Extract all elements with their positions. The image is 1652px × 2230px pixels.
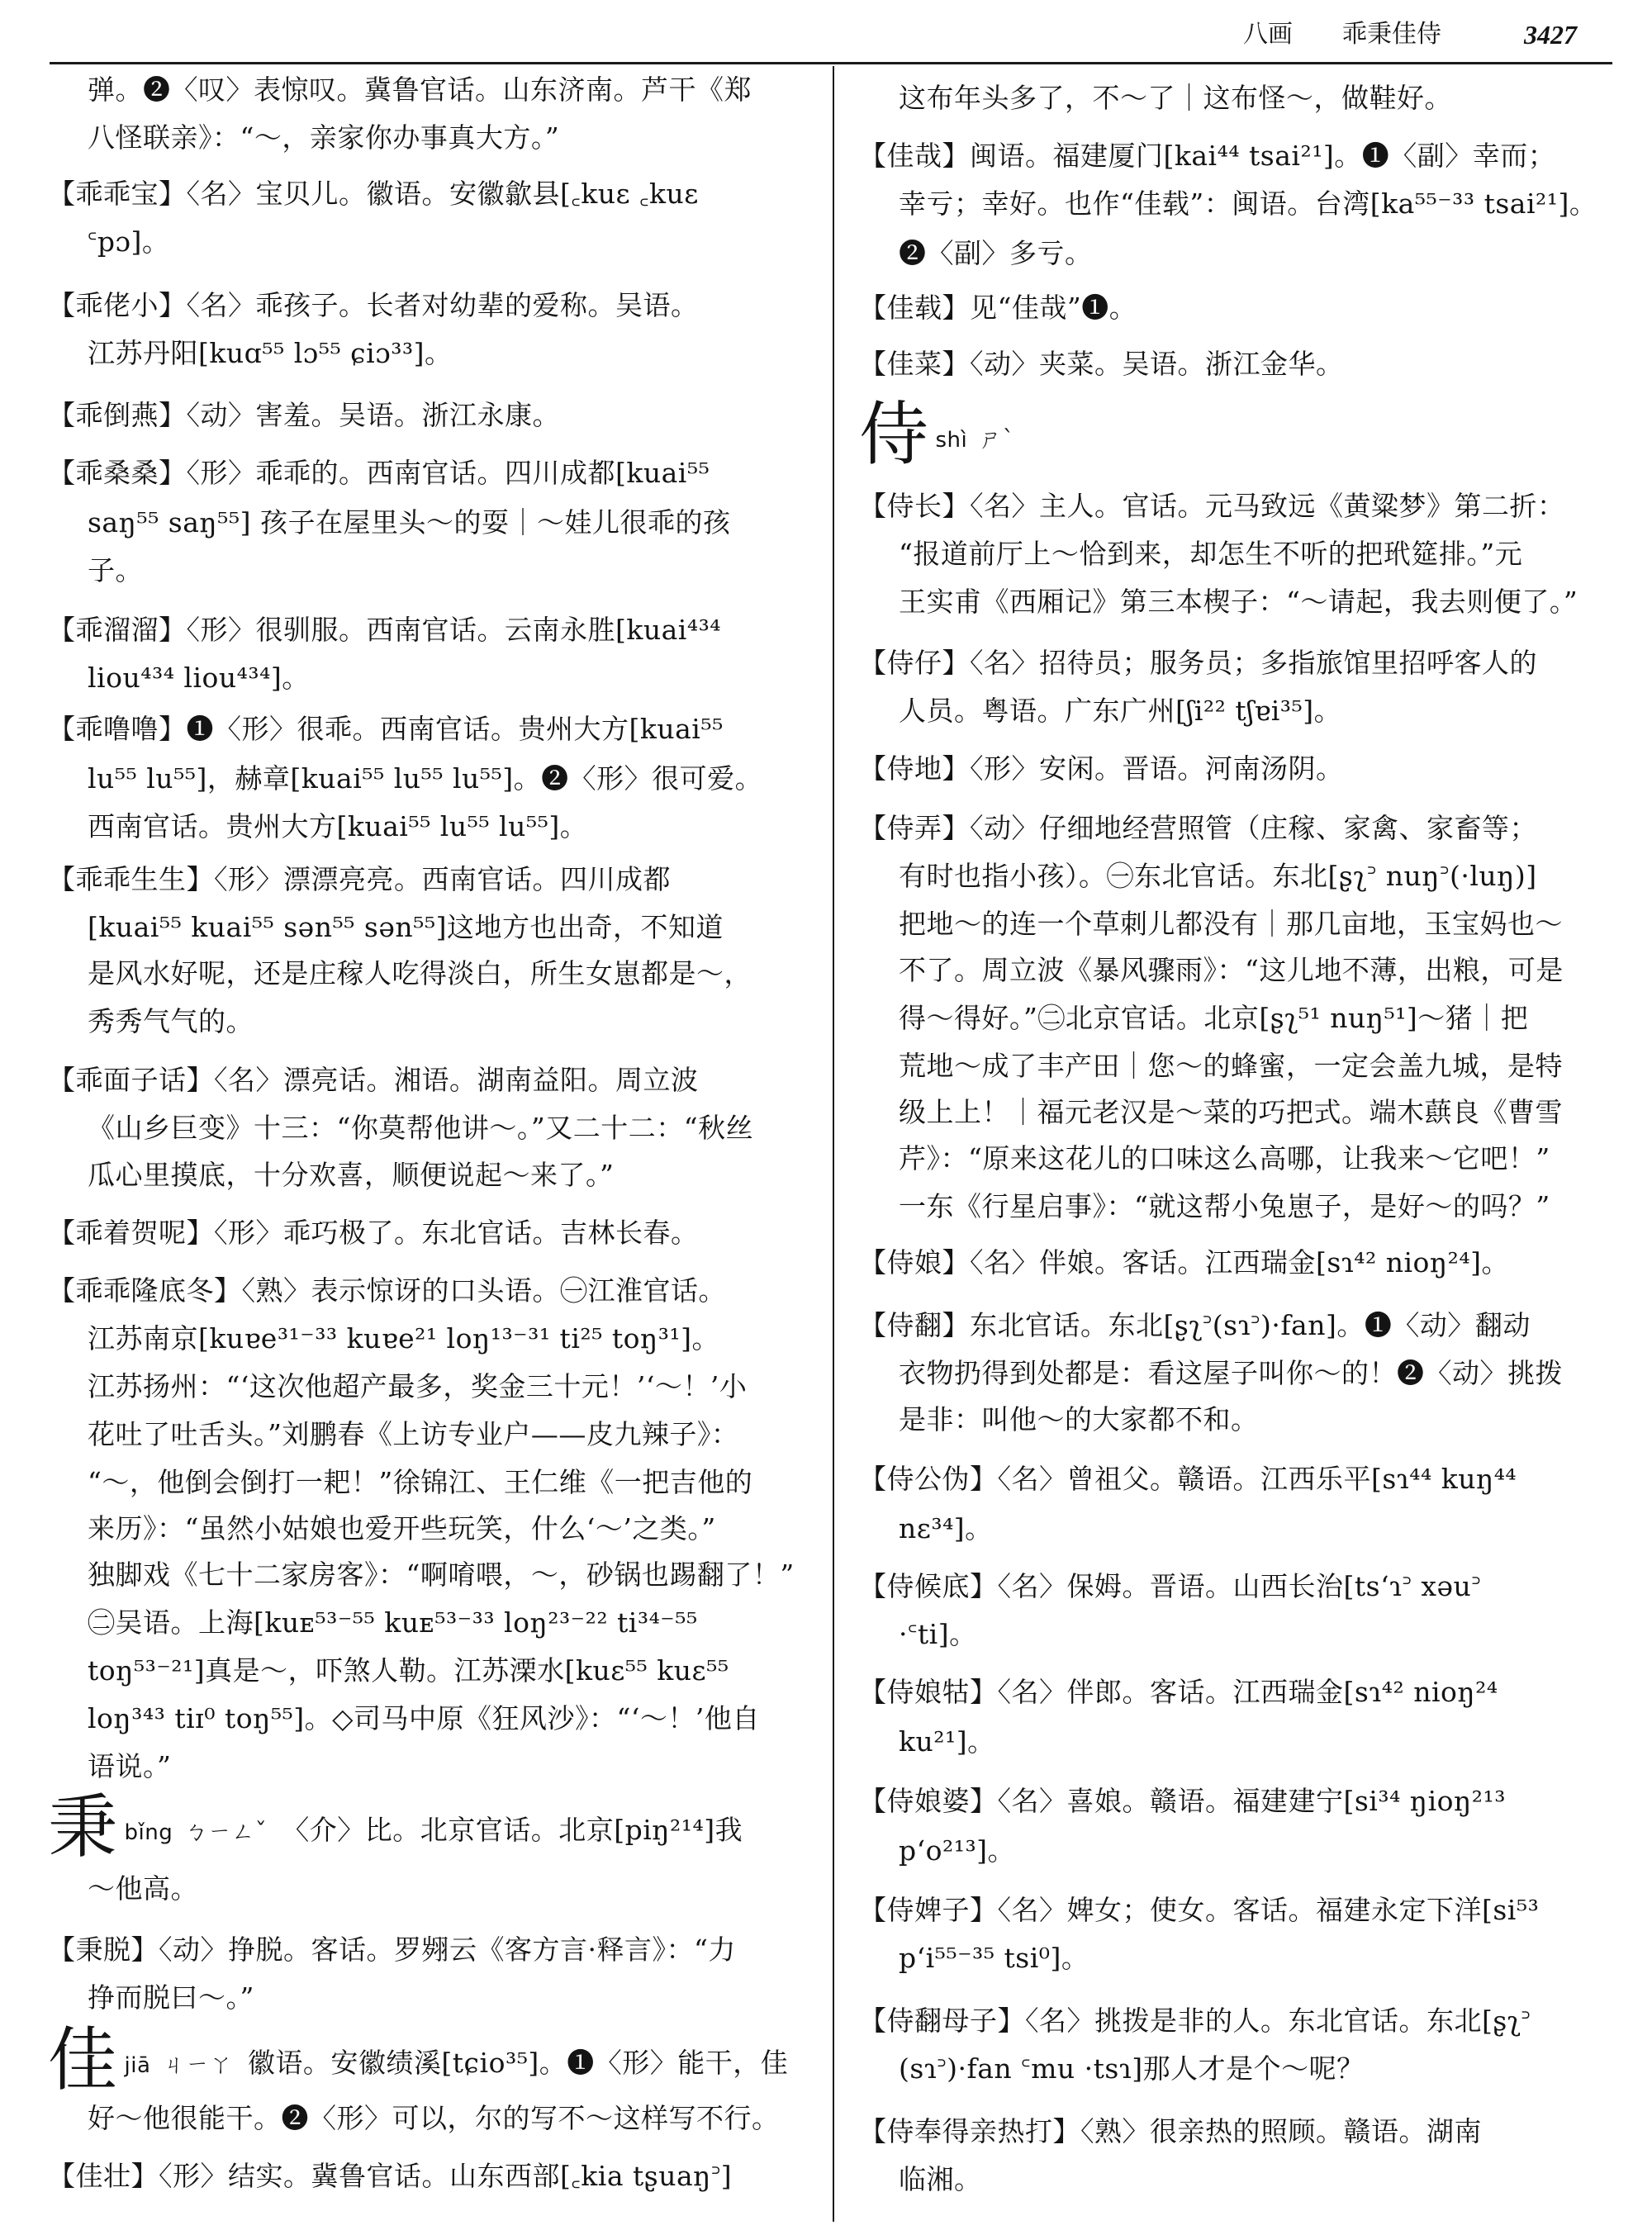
- entry-line: 这布年头多了，不～了｜这布怪～，做鞋好。: [899, 82, 1452, 114]
- entry-line: 八怪联亲》：“～，亲家你办事真大方。”: [88, 121, 560, 154]
- headword-pinyin: bǐng: [124, 1820, 173, 1845]
- headword-bing-line: [48, 1786, 743, 1872]
- entry-line: liou⁴³⁴ liou⁴³⁴]。: [88, 662, 310, 694]
- entry-line: 《山乡巨变》十三：“你莫帮他讲～。”又二十二：“秋丝: [88, 1112, 754, 1144]
- header-section: 八画: [1243, 20, 1293, 49]
- entry-line: 【侍公伪】〈名〉曾祖父。赣语。江西乐平[sɿ⁴⁴ kuŋ⁴⁴: [859, 1463, 1517, 1495]
- entry-line: 一东《行星启事》：“就这帮小兔崽子，是好～的吗？”: [899, 1190, 1550, 1222]
- header-characters: 乖秉佳侍: [1342, 20, 1441, 49]
- entry-line: 芹》：“原来这花儿的口味这么高哪，让我来～它吧！”: [899, 1142, 1550, 1174]
- entry-line: 【乖溜溜】〈形〉很驯服。西南官话。云南永胜[kuai⁴³⁴: [48, 614, 722, 646]
- entry-line: [kuai⁵⁵ kuai⁵⁵ sən⁵⁵ sən⁵⁵]这地方也出奇，不知道: [88, 911, 724, 943]
- entry-line: 【乖着贺呢】〈形〉乖巧极了。东北官话。吉林长春。: [48, 1217, 699, 1249]
- entry-line: 瓜心里摸底，十分欢喜，顺便说起～来了。”: [88, 1159, 615, 1191]
- entry-line: 级上上！｜福元老汉是～菜的巧把式。端木蕻良《曹雪: [899, 1096, 1563, 1128]
- entry-line: 临湘。: [899, 2163, 982, 2195]
- headword-definition: 徽语。安徽绩溪[tɕio³⁵]。❶〈形〉能干，佳: [247, 2047, 789, 2079]
- entry-line: “报道前厅上～恰到来，却怎生不听的把玳筵排。”元: [899, 538, 1523, 570]
- entry-line: 【乖乖隆底冬】〈熟〉表示惊讶的口头语。㊀江淮官话。: [48, 1274, 726, 1307]
- entry-line: toŋ⁵³⁻²¹]真是～，吓煞人勒。江苏溧水[kuɛ⁵⁵ kuɛ⁵⁵: [88, 1654, 729, 1687]
- entry-line: 【乖面子话】〈名〉漂亮话。湘语。湖南益阳。周立波: [48, 1064, 699, 1096]
- entry-line: 【侍弄】〈动〉仔细地经营照管（庄稼、家禽、家畜等；: [859, 812, 1537, 844]
- entry-line: 不了。周立波《暴风骤雨》：“这儿地不薄，出粮，可是: [899, 954, 1564, 986]
- entry-line: 【乖乖生生】〈形〉漂漂亮亮。西南官话。四川成都: [48, 863, 671, 895]
- entry-line: 语说。”: [88, 1750, 172, 1782]
- entry-line: 【乖桑桑】〈形〉乖乖的。西南官话。四川成都[kuai⁵⁵: [48, 457, 710, 489]
- entry-line: 【侍奉得亲热打】〈熟〉很亲热的照顾。赣语。湖南: [859, 2115, 1482, 2147]
- entry-line: 荒地～成了丰产田｜您～的蜂蜜，一定会盖九城，是特: [899, 1050, 1563, 1082]
- entry-line: 幸亏；幸好。也作“佳载”：闽语。台湾[ka⁵⁵⁻³³ tsai²¹]。: [899, 187, 1597, 220]
- entry-line: 江苏南京[kuɐe³¹⁻³³ kuɐe²¹ loŋ¹³⁻³¹ ti²⁵ toŋ³¹]。: [88, 1322, 720, 1355]
- entry-line: nɛ³⁴]。: [899, 1512, 993, 1544]
- entry-line: 【侍娘牯】〈名〉伴郎。客话。江西瑞金[sɿ⁴² nioŋ²⁴: [859, 1676, 1498, 1708]
- entry-line: 子。: [88, 554, 143, 586]
- entry-line: ·꜂ti]。: [899, 1618, 977, 1650]
- entry-line: 挣而脱曰～。”: [88, 1981, 254, 2014]
- headword-jia-line: [48, 2019, 789, 2105]
- entry-line: 是风水好呢，还是庄稼人吃得淡白，所生女崽都是～，: [88, 957, 752, 989]
- entry-line: ku²¹]。: [899, 1725, 995, 1758]
- entry-line: 秀秀气气的。: [88, 1005, 254, 1037]
- entry-line: 【侍仔】〈名〉招待员；服务员；多指旅馆里招呼客人的: [859, 647, 1537, 679]
- headword-pinyin: jiā: [124, 2053, 151, 2078]
- entry-line: ㊁吴语。上海[kuᴇ⁵³⁻⁵⁵ kuᴇ⁵³⁻³³ loŋ²³⁻²² ti³⁴⁻⁵⁵: [88, 1606, 698, 1639]
- entry-line: 【乖噜噜】❶〈形〉很乖。西南官话。贵州大方[kuai⁵⁵: [48, 713, 724, 745]
- header-rule: [50, 62, 1612, 64]
- entry-line: 【侍翻】东北官话。东北[ʂʅ꜄(sɿ꜄)·fan]。❶〈动〉翻动: [859, 1309, 1531, 1341]
- entry-line: (sɿ꜄)·fan ꜂mu ·tsɿ]那人才是个～呢？: [899, 2052, 1365, 2085]
- headword-definition: 〈介〉比。北京官话。北京[piŋ²¹⁴]我: [282, 1814, 743, 1846]
- entry-line: 【侍娘】〈名〉伴娘。客话。江西瑞金[sɿ⁴² nioŋ²⁴]。: [859, 1246, 1509, 1279]
- entry-line: 【佳哉】闽语。福建厦门[kai⁴⁴ tsai²¹]。❶〈副〉幸而；: [859, 140, 1556, 172]
- entry-line: 【乖倒燕】〈动〉害羞。吴语。浙江永康。: [48, 399, 560, 431]
- entry-line: 独脚戏《七十二家房客》：“啊唷喂，～，砂锅也踢翻了！”: [88, 1559, 795, 1591]
- entry-line: 衣物扔得到处都是：看这屋子叫你～的！❷〈动〉挑拨: [899, 1357, 1563, 1389]
- entry-line: 【侍长】〈名〉主人。官话。元马致远《黄粱梦》第二折：: [859, 490, 1565, 522]
- entry-line: 王实甫《西厢记》第三本楔子：“～请起，我去则便了。”: [899, 586, 1578, 618]
- headword-char: 佳: [48, 2019, 118, 2100]
- entry-line: 【佳载】见“佳哉”❶。: [859, 292, 1137, 324]
- entry-line: “～，他倒会倒打一耙！”徐锦江、王仁维《一把吉他的: [88, 1466, 753, 1498]
- headword-shi-line: [859, 396, 1029, 480]
- page-number: 3427: [1524, 20, 1577, 50]
- entry-line: 好～他很能干。❷〈形〉可以，尔的写不～这样写不行。: [88, 2102, 780, 2134]
- entry-line: 【侍候底】〈名〉保姆。晋语。山西长治[tsʻɿ꜄ xəu꜄: [859, 1570, 1482, 1602]
- entry-line: 是非：叫他～的大家都不和。: [899, 1403, 1259, 1435]
- entry-line: 【秉脱】〈动〉挣脱。客话。罗翙云《客方言·释言》：“力: [48, 1933, 736, 1966]
- entry-line: pʻo²¹³]。: [899, 1834, 1016, 1867]
- column-divider: [833, 66, 834, 2222]
- headword-pinyin: shì: [935, 428, 968, 453]
- headword-bopomofo: ㄅㄧㄥˇ: [184, 1818, 268, 1845]
- entry-line: 【乖乖宝】〈名〉宝贝儿。徽语。安徽歙县[꜀kuɛ ꜀kuɛ: [48, 178, 699, 210]
- entry-line: lu⁵⁵ lu⁵⁵]，赫章[kuai⁵⁵ lu⁵⁵ lu⁵⁵]。❷〈形〉很可爱。: [88, 762, 763, 795]
- entry-line: 【侍婢子】〈名〉婢女；使女。客话。福建永定下洋[si⁵³: [859, 1894, 1540, 1926]
- entry-line: ～他高。: [88, 1872, 198, 1905]
- entry-line: 【乖佬小】〈名〉乖孩子。长者对幼辈的爱称。吴语。: [48, 289, 699, 321]
- entry-line: 西南官话。贵州大方[kuai⁵⁵ lu⁵⁵ lu⁵⁵]。: [88, 810, 588, 842]
- entry-line: 江苏扬州：“‘这次他超产最多，奖金三十元！’‘～！’小: [88, 1370, 748, 1402]
- entry-line: ꜂pɔ]。: [88, 225, 170, 258]
- entry-line: 【佳壮】〈形〉结实。冀鲁官话。山东西部[꜀kia tʂuaŋ꜄]: [48, 2160, 733, 2192]
- entry-line: 人员。粤语。广东广州[ʃi²² tʃɐi³⁵]。: [899, 695, 1342, 727]
- entry-line: 江苏丹阳[kuɑ⁵⁵ lɔ⁵⁵ ɕiɔ³³]。: [88, 337, 453, 369]
- headword-char: 秉: [48, 1786, 118, 1867]
- entry-line: 弹。❷〈叹〉表惊叹。冀鲁官话。山东济南。芦干《郑: [88, 74, 752, 106]
- entry-line: saŋ⁵⁵ saŋ⁵⁵] 孩子在屋里头～的耍｜～娃儿很乖的孩: [88, 506, 731, 539]
- headword-bopomofo: ㄕˋ: [979, 425, 1015, 453]
- entry-line: 把地～的连一个草刺儿都没有｜那几亩地，玉宝妈也～: [899, 908, 1563, 940]
- entry-line: 【侍娘婆】〈名〉喜娘。赣语。福建建宁[si³⁴ ŋioŋ²¹³: [859, 1785, 1506, 1817]
- entry-line: 【侍翻母子】〈名〉挑拨是非的人。东北官话。东北[ʂʅ꜄: [859, 2005, 1531, 2037]
- entry-line: 【侍地】〈形〉安闲。晋语。河南汤阴。: [859, 752, 1344, 785]
- headword-bopomofo: ㄐㄧㄚ: [162, 2051, 233, 2078]
- entry-line: loŋ³⁴³ tiɪ⁰ toŋ⁵⁵]。◇司马中原《狂风沙》：“‘～！’他自: [88, 1702, 760, 1734]
- entry-line: 来历》：“虽然小姑娘也爱开些玩笑，什么‘～’之类。”: [88, 1512, 716, 1544]
- entry-line: ❷〈副〉多亏。: [899, 237, 1093, 269]
- entry-line: pʻi⁵⁵⁻³⁵ tsi⁰]。: [899, 1942, 1089, 1974]
- entry-line: 有时也指小孩）。㊀东北官话。东北[ʂʅ꜄ nuŋ꜄(·luŋ)]: [899, 860, 1537, 892]
- entry-line: 【佳菜】〈动〉夹菜。吴语。浙江金华。: [859, 348, 1344, 380]
- entry-line: 花吐了吐舌头。”刘鹏春《上访专业户——皮九辣子》：: [88, 1418, 739, 1450]
- headword-char: 侍: [859, 394, 929, 475]
- entry-line: 得～得好。”㊁北京官话。北京[ʂʅ⁵¹ nuŋ⁵¹]～猪｜把: [899, 1002, 1529, 1034]
